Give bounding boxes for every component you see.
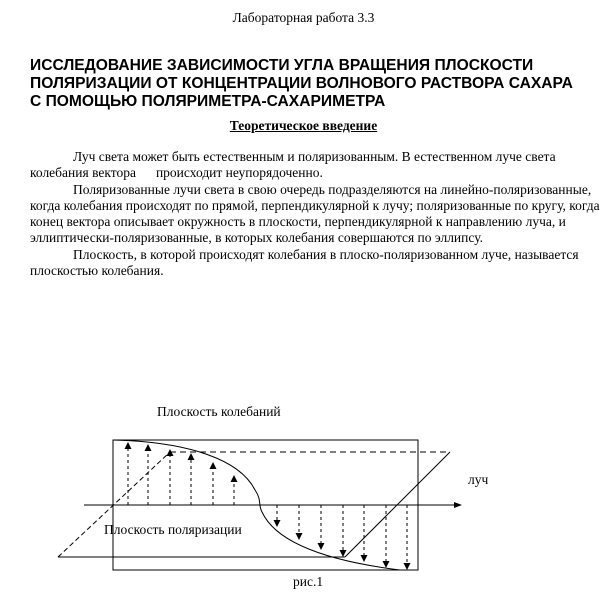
- arrowhead-icon: [231, 475, 238, 482]
- title-line: С ПОМОЩЬЮ ПОЛЯРИМЕТРА-САХАРИМЕТРА: [30, 93, 386, 110]
- paragraph-text: Луч света может быть естественным и поляризованным. В естественном луче света колебания вектора: [30, 149, 556, 181]
- ray-label: луч: [468, 472, 489, 487]
- arrowhead-icon: [125, 442, 132, 449]
- arrowhead-icon: [274, 520, 281, 527]
- title-line: ИССЛЕДОВАНИЕ ЗАВИСИМОСТИ УГЛА ВРАЩЕНИЯ ПЛОСКОСТИ: [30, 57, 534, 74]
- arrowhead-icon: [361, 555, 368, 562]
- figure-caption: рис.1: [293, 574, 324, 589]
- arrowhead-icon: [210, 462, 217, 469]
- title-line: ПОЛЯРИЗАЦИИ ОТ КОНЦЕНТРАЦИИ ВОЛНОВОГО РАСТВОРА САХАРА: [30, 75, 573, 92]
- paragraph: Плоскость, в которой происходят колебания в плоско-поляризованном луче, называется плоскостью колебания.: [30, 246, 579, 279]
- arrowhead-icon: [188, 453, 195, 460]
- paragraph: Поляризованные лучи света в свою очередь подразделяются на линейно-поляризованные, когда колебания происходят по прямой, перпендикулярной к лучу; поляризованные по кругу, когда конец вектора описывает окружность в плоскости, перпендикулярной к направлению луча, и эллиптически-поляризованные, в которых колебания совершаются по эллипсу.: [30, 181, 600, 246]
- arrowhead-icon: [296, 533, 303, 540]
- arrowhead-icon: [318, 543, 325, 550]
- arrowhead-icon: [404, 563, 411, 570]
- arrowhead-icon: [145, 444, 152, 451]
- polarization-plane-label: Плоскость поляризации: [104, 522, 242, 537]
- paragraph-text: происходит неупорядоченно.: [155, 165, 323, 181]
- oscillation-plane-label: Плоскость колебаний: [157, 404, 281, 419]
- section-heading: Теоретическое введение: [229, 118, 378, 133]
- arrowhead-icon: [383, 561, 390, 568]
- lab-work-number: Лабораторная работа 3.3: [232, 10, 375, 25]
